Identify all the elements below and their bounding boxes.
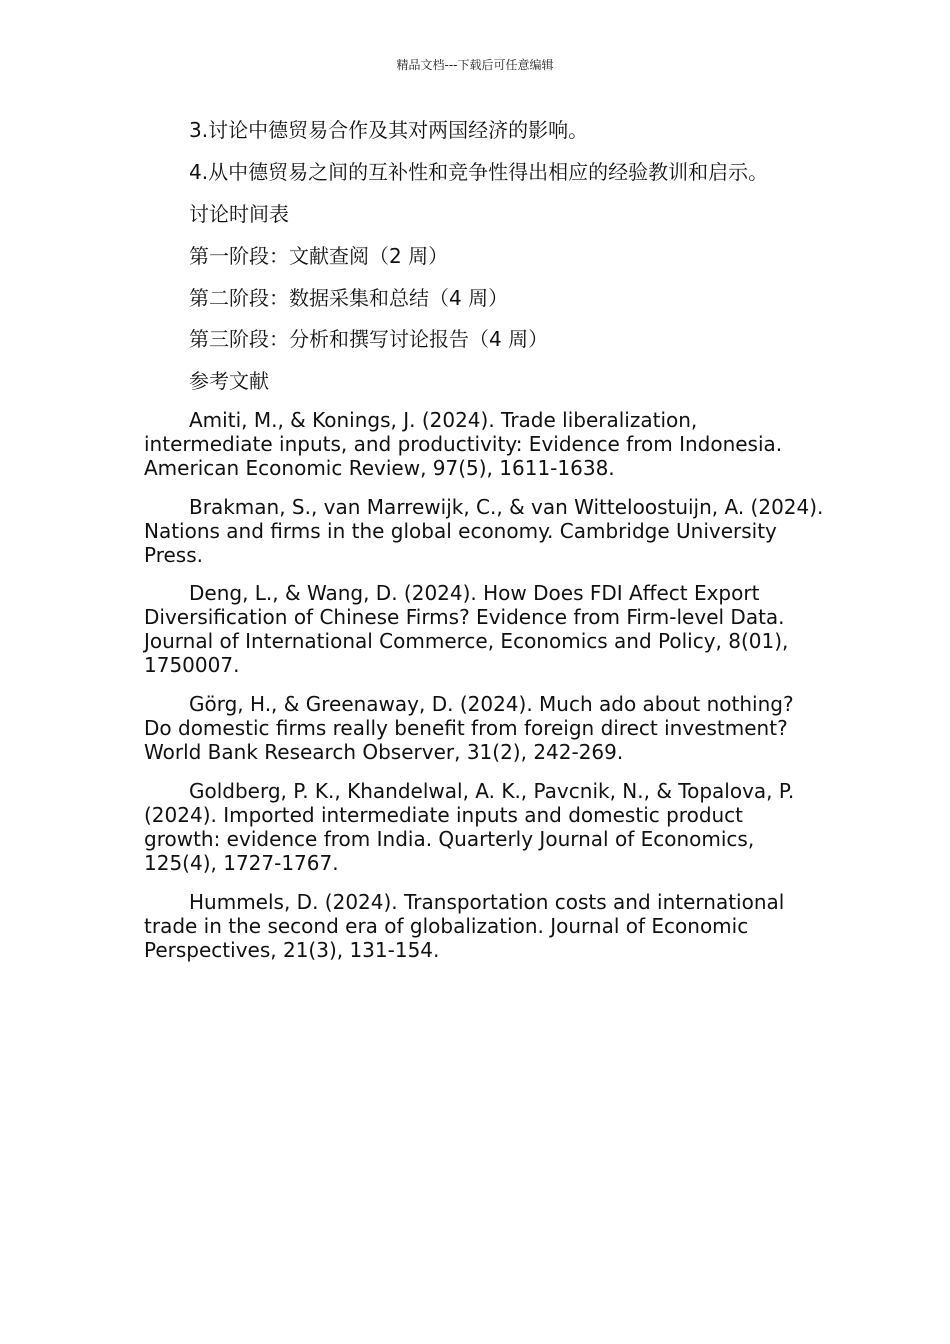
- objective-item-3: 3.讨论中德贸易合作及其对两国经济的影响。: [189, 118, 589, 142]
- reference-item: Deng, L., & Wang, D. (2024). How Does FDI Affect Export Diversification of Chinese Firms? Evidence from Firm-level Data. Journal of International Commerce, Economics and Policy, 8(01), 1750007.: [144, 581, 789, 677]
- schedule-phase-3: 第三阶段：分析和撰写讨论报告（4 周）: [189, 327, 549, 351]
- page-header: 精品文档---下载后可任意编辑: [396, 58, 554, 72]
- reference-item: Hummels, D. (2024). Transportation costs and international trade in the second era of globalization. Journal of Economic Perspectives, 21(3), 131-154.: [144, 890, 785, 962]
- schedule-phase-1: 第一阶段：文献查阅（2 周）: [189, 244, 449, 268]
- references-heading: 参考文献: [189, 369, 269, 393]
- reference-item: Amiti, M., & Konings, J. (2024). Trade liberalization, intermediate inputs, and productivity: Evidence from Indonesia. American Economic Review, 97(5), 1611-1638.: [144, 408, 783, 480]
- reference-item: Goldberg, P. K., Khandelwal, A. K., Pavcnik, N., & Topalova, P. (2024). Imported intermediate inputs and domestic product growth: evidence from India. Quarterly Journal of Economics, 125(4), 1727-1767.: [144, 779, 795, 875]
- reference-item: Brakman, S., van Marrewijk, C., & van Witteloostuijn, A. (2024). Nations and firms in the global economy. Cambridge University Press.: [144, 495, 824, 567]
- schedule-phase-2: 第二阶段：数据采集和总结（4 周）: [189, 286, 509, 310]
- reference-item: Görg, H., & Greenaway, D. (2024). Much ado about nothing? Do domestic firms really benefit from foreign direct investment? World Bank Research Observer, 31(2), 242-269.: [144, 692, 794, 764]
- objective-item-4: 4.从中德贸易之间的互补性和竞争性得出相应的经验教训和启示。: [189, 160, 769, 184]
- schedule-heading: 讨论时间表: [189, 202, 289, 226]
